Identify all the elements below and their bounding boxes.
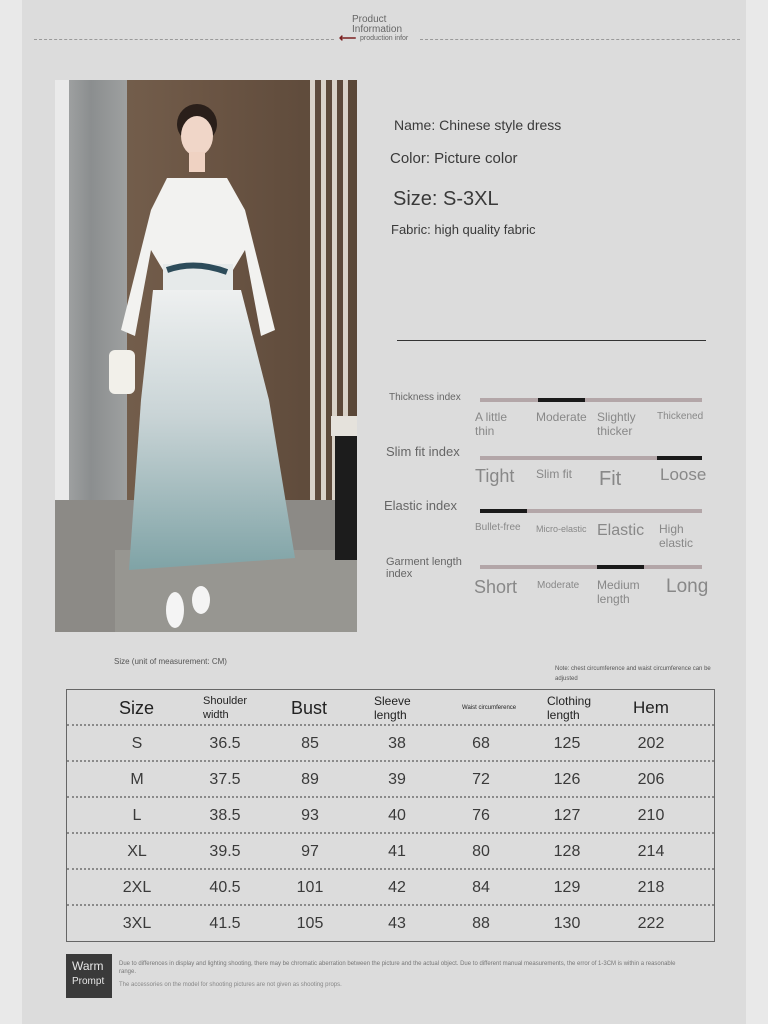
table-cell: 85 (301, 735, 319, 752)
table-cell: 125 (553, 735, 581, 752)
size-table-adjust-note: Note: chest circumference and waist circumference can be adjusted (555, 666, 711, 682)
warm-prompt-title-1: Warm (72, 959, 104, 973)
table-cell: 89 (301, 771, 319, 788)
garment-length-option-1: Short (474, 577, 518, 597)
table-cell: 130 (553, 915, 581, 932)
table-cell: 214 (637, 843, 665, 860)
table-cell: 97 (301, 843, 319, 860)
warm-prompt-badge (66, 954, 112, 998)
product-color: Color: Picture color (390, 150, 518, 167)
elastic-option-1: Bullet-free (475, 522, 521, 533)
garment-length-option-4: Long (666, 576, 709, 597)
thickness-option-2: Moderate (536, 410, 587, 424)
header-title-line2: Information (352, 24, 403, 35)
table-cell: 41 (388, 843, 406, 860)
header-title-line1: Product (352, 14, 387, 25)
table-cell: 40 (388, 807, 406, 824)
table-cell: 129 (553, 879, 581, 896)
table-cell: S (131, 735, 143, 752)
size-table (66, 689, 715, 942)
elastic-option-3: Elastic (597, 522, 645, 539)
table-header-bust: Bust (291, 697, 328, 718)
table-cell: 76 (472, 807, 490, 824)
table-cell: 41.5 (209, 915, 241, 932)
elastic-option-2: Micro-elastic (536, 524, 587, 534)
table-header-size: Size (119, 697, 155, 718)
table-header-waist: Waist circumference (462, 705, 517, 711)
elastic-index-marker (480, 509, 527, 513)
table-header-shoulder: Shoulder width (203, 695, 248, 721)
table-cell: 42 (388, 879, 406, 896)
thickness-index-label: Thickness index (389, 392, 461, 403)
size-table-unit-note: Size (unit of measurement: CM) (114, 657, 227, 666)
table-row (67, 798, 714, 834)
warm-prompt-title-2: Prompt (72, 976, 105, 987)
table-header-length: Clothing length (547, 694, 592, 722)
elastic-index-label: Elastic index (384, 498, 457, 513)
header-rule-left (34, 39, 334, 40)
table-cell: M (130, 771, 144, 788)
garment-length-index-label: Garment length index (386, 556, 462, 580)
elastic-option-4: High elastic (659, 522, 694, 550)
garment-length-index-bar (480, 565, 702, 569)
product-fabric: Fabric: high quality fabric (391, 222, 536, 237)
thickness-option-4: Thickened (657, 411, 704, 422)
thickness-option-1: A little thin (475, 410, 508, 438)
table-cell: XL (127, 843, 147, 860)
garment-length-index-marker (597, 565, 644, 569)
slim-fit-option-2: Slim fit (536, 467, 572, 481)
table-cell: 84 (472, 879, 490, 896)
table-cell: 126 (553, 771, 581, 788)
warm-prompt-text-2: The accessories on the model for shooting pictures are not given as shooting props. (119, 982, 342, 988)
model-photo (55, 80, 357, 632)
table-cell: 101 (296, 879, 324, 896)
arrow-left-icon: ⟵ (339, 31, 357, 45)
table-cell: 2XL (122, 879, 152, 896)
table-cell: 127 (553, 807, 581, 824)
table-row (67, 834, 714, 870)
header-rule-right (420, 39, 740, 40)
table-cell: 105 (296, 915, 324, 932)
table-header-sleeve: Sleeve length (374, 694, 411, 722)
thickness-option-3: Slightly thicker (597, 410, 636, 438)
warm-prompt-text-1: Due to differences in display and lighting shooting, there may be chromatic aberration between the picture and the actual object. Due to different manual measurements, the error of 1-3CM is within a reasonable range. (119, 961, 676, 975)
table-row (67, 870, 714, 906)
table-cell: 218 (637, 879, 665, 896)
table-cell: L (132, 807, 142, 824)
info-divider (397, 340, 706, 341)
header-title-line3: production infor (360, 35, 409, 42)
table-cell: 88 (472, 915, 490, 932)
table-cell: 128 (553, 843, 581, 860)
table-cell: 206 (637, 771, 665, 788)
table-cell: 39.5 (209, 843, 241, 860)
table-cell: 3XL (122, 915, 152, 932)
slim-fit-option-1: Tight (475, 466, 515, 486)
table-cell: 222 (637, 915, 665, 932)
table-cell: 37.5 (209, 771, 241, 788)
slim-fit-option-3: Fit (599, 468, 622, 490)
table-cell: 68 (472, 735, 490, 752)
table-cell: 72 (472, 771, 490, 788)
table-cell: 93 (301, 807, 319, 824)
garment-length-option-3: Medium length (597, 578, 640, 606)
slim-fit-index-marker (657, 456, 702, 460)
product-size: Size: S-3XL (393, 188, 499, 210)
slim-fit-index-bar (480, 456, 702, 460)
thickness-index-bar (480, 398, 702, 402)
table-cell: 210 (637, 807, 665, 824)
table-header-hem: Hem (633, 698, 669, 717)
slim-fit-option-4: Loose (660, 465, 707, 484)
table-row (67, 906, 714, 942)
garment-length-option-2: Moderate (537, 580, 580, 591)
table-row (67, 762, 714, 798)
table-cell: 80 (472, 843, 490, 860)
table-cell: 39 (388, 771, 406, 788)
thickness-index-marker (538, 398, 585, 402)
table-row (67, 726, 714, 762)
table-cell: 36.5 (209, 735, 241, 752)
table-cell: 202 (637, 735, 665, 752)
table-cell: 43 (388, 915, 406, 932)
slim-fit-index-label: Slim fit index (386, 444, 460, 459)
table-cell: 38 (388, 735, 406, 752)
product-name: Name: Chinese style dress (394, 117, 562, 133)
elastic-index-bar (480, 509, 702, 513)
table-header-row (67, 690, 714, 726)
table-cell: 40.5 (209, 879, 241, 896)
table-cell: 38.5 (209, 807, 241, 824)
